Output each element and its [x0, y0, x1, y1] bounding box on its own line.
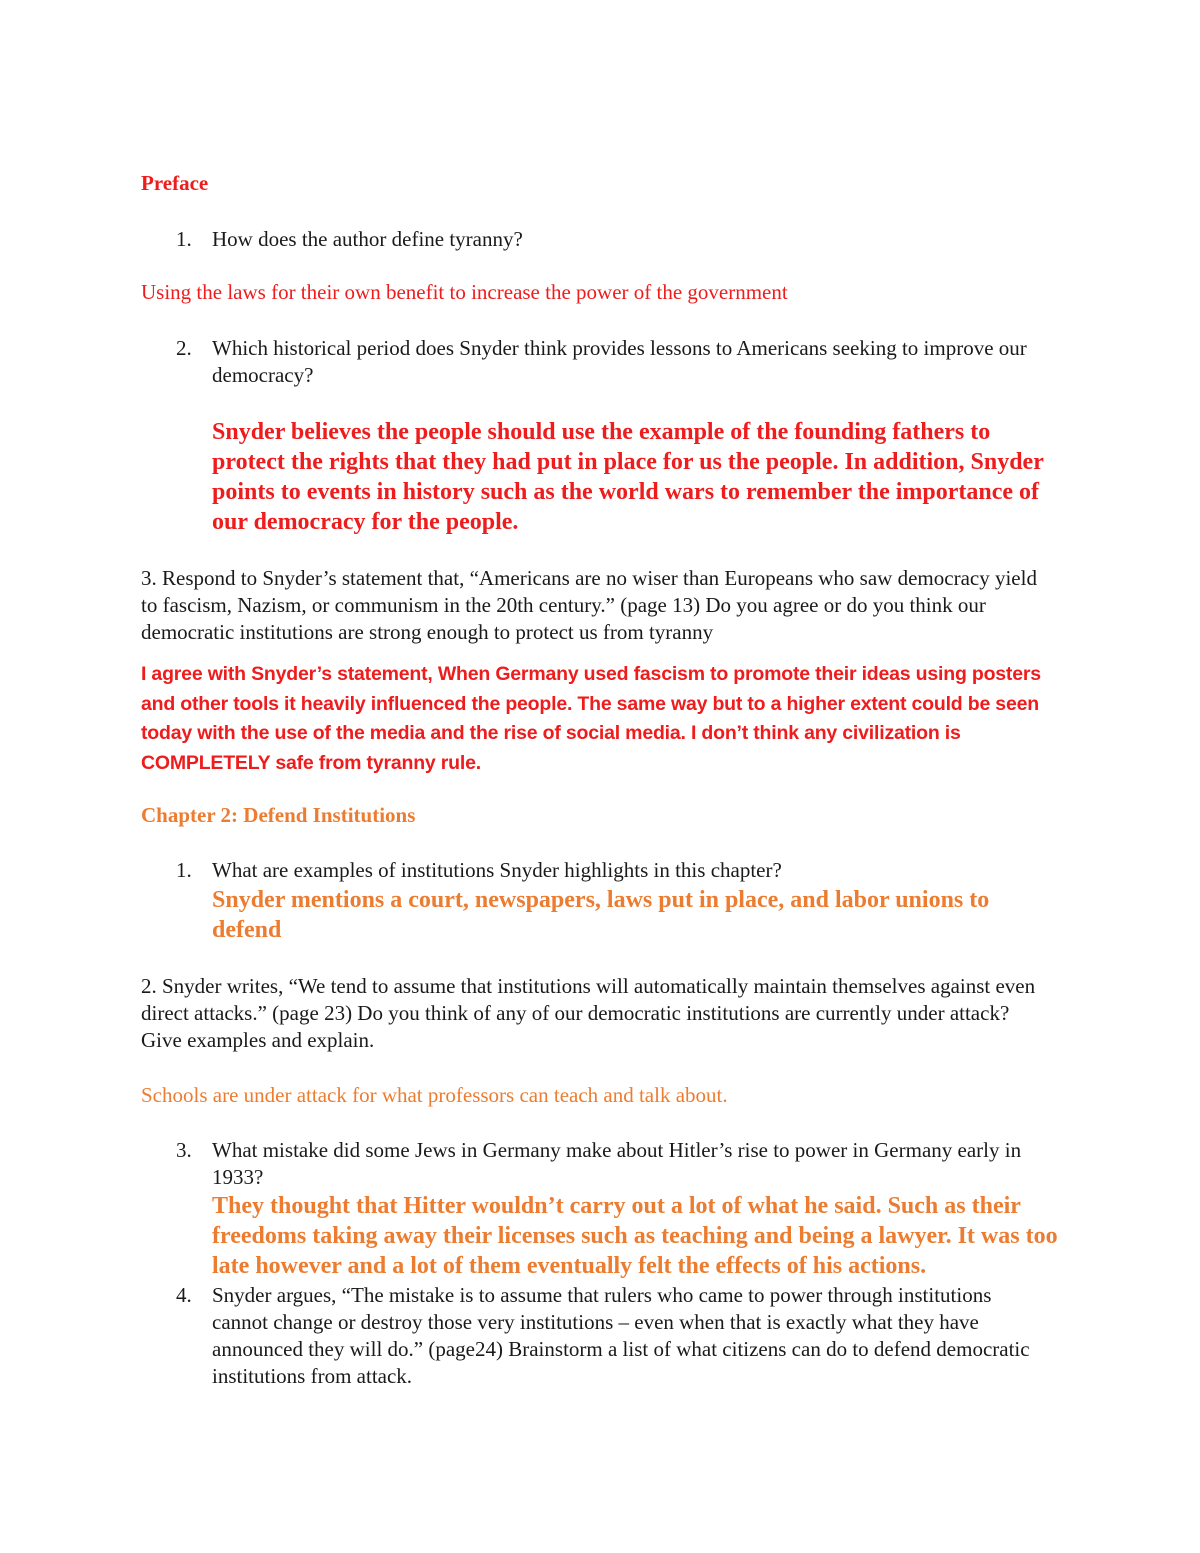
question-text: What are examples of institutions Snyder highlights in this chapter? — [212, 858, 782, 882]
question-text: Which historical period does Snyder think provides lessons to Americans seeking to improve our democracy? — [212, 336, 1027, 387]
question-text: Snyder argues, “The mistake is to assume that rulers who came to power through institutions cannot change or destroy those very institutions – even when that is exactly what they have announced they will do.” (page24) Brainstorm a list of what citizens can do to defend democratic institutions from attack. — [212, 1283, 1030, 1388]
question-number: 1. — [176, 858, 192, 882]
question-number: 4. — [176, 1283, 192, 1307]
answer-text: Using the laws for their own benefit to increase the power of the government — [141, 280, 788, 304]
question-text: 3. Respond to Snyder’s statement that, “Americans are no wiser than Europeans who saw democracy yield to fascism, Nazism, or communism in the 20th century.” (page 13) Do you agree or do you think our democratic institutions are strong enough to protect us from tyranny — [141, 566, 1037, 644]
answer-text: They thought that Hitter wouldn’t carry out a lot of what he said. Such as their freedoms taking away their licenses such as teaching and being a lawyer. It was too late however and a lot of them eventually felt the effects of his actions. — [212, 1193, 1058, 1279]
answer-text: Snyder believes the people should use the example of the founding fathers to protect the rights that they had put in place for us the people. In addition, Snyder points to events in history such as the world wars to remember the importance of our democracy for the people. — [212, 419, 1044, 535]
answer-text: I agree with Snyder’s statement, When Germany used fascism to promote their ideas using posters and other tools it heavily influenced the people. The same way but to a higher extent could be seen today with the use of the media and the rise of social media. I don’t think any civilization is COMPLETELY safe from tyranny rule. — [141, 663, 1041, 774]
question-text: How does the author define tyranny? — [212, 227, 523, 251]
question-text: 2. Snyder writes, “We tend to assume that institutions will automatically maintain themselves against even direct attacks.” (page 23) Do you think of any of our democratic institutions are currently under attack? Give examples and explain. — [141, 974, 1036, 1052]
question-number: 2. — [176, 336, 192, 360]
answer-text: Schools are under attack for what professors can teach and talk about. — [141, 1083, 728, 1107]
question-number: 3. — [176, 1138, 192, 1162]
chapter-heading: Chapter 2: Defend Institutions — [141, 803, 416, 827]
answer-text: Snyder mentions a court, newspapers, laws put in place, and labor unions to defend — [212, 887, 990, 943]
question-text: What mistake did some Jews in Germany make about Hitler’s rise to power in Germany early in 1933? — [212, 1138, 1022, 1189]
question-number: 1. — [176, 227, 192, 251]
preface-heading: Preface — [141, 171, 209, 195]
